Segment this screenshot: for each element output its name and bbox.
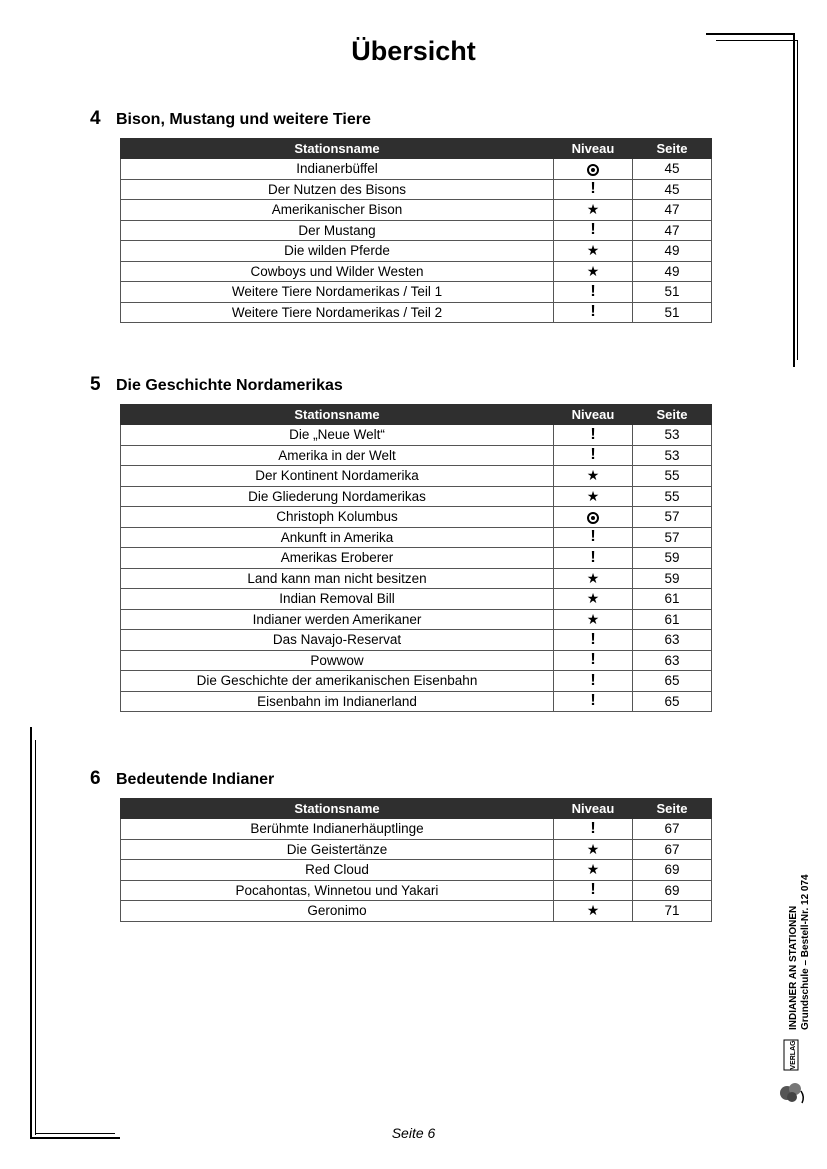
- station-level: [554, 425, 633, 446]
- station-name: Der Nutzen des Bisons: [121, 179, 554, 200]
- exclamation-icon: !: [590, 630, 596, 648]
- exclamation-icon: !: [590, 303, 596, 321]
- station-level: [554, 548, 633, 569]
- station-page: 45: [633, 159, 712, 180]
- page-footer: Seite 6: [391, 1125, 436, 1141]
- station-level: [554, 507, 633, 528]
- station-page: 49: [633, 241, 712, 262]
- station-page: 57: [633, 507, 712, 528]
- table-row: [121, 548, 712, 569]
- section-number: 6: [90, 768, 101, 789]
- table-row: [121, 901, 712, 922]
- station-name: Berühmte Indianerhäuptlinge: [121, 819, 554, 840]
- station-page: 63: [633, 630, 712, 651]
- star-icon: ★: [586, 902, 600, 919]
- section-heading: [90, 108, 371, 132]
- exclamation-icon: !: [590, 692, 596, 710]
- column-header-name: Stationsname: [121, 799, 554, 819]
- exclamation-icon: !: [590, 425, 596, 443]
- station-level: [554, 261, 633, 282]
- station-page: 71: [633, 901, 712, 922]
- star-icon: ★: [586, 467, 600, 484]
- column-header-level: Niveau: [554, 405, 633, 425]
- table-row: [121, 819, 712, 840]
- frame-line-right-inner: [797, 40, 798, 360]
- station-page: 67: [633, 819, 712, 840]
- station-name: Amerikanischer Bison: [121, 200, 554, 221]
- station-name: Amerika in der Welt: [121, 445, 554, 466]
- table-row: [121, 630, 712, 651]
- station-page: 69: [633, 880, 712, 901]
- station-level: [554, 486, 633, 507]
- table-row: [121, 282, 712, 303]
- station-page: 47: [633, 200, 712, 221]
- star-icon: ★: [586, 610, 600, 627]
- table-header-row: [121, 139, 712, 159]
- column-header-name: Stationsname: [121, 139, 554, 159]
- station-level: [554, 671, 633, 692]
- station-level: [554, 568, 633, 589]
- section-title: Die Geschichte Nordamerikas: [116, 377, 343, 394]
- section-number: 5: [90, 374, 101, 395]
- section-title: Bison, Mustang und weitere Tiere: [116, 111, 371, 128]
- station-name: Das Navajo-Reservat: [121, 630, 554, 651]
- star-icon: ★: [586, 487, 600, 504]
- station-name: Red Cloud: [121, 860, 554, 881]
- star-icon: ★: [586, 590, 600, 607]
- star-icon: ★: [586, 840, 600, 857]
- table-row: [121, 425, 712, 446]
- table-row: [121, 220, 712, 241]
- side-imprint-order: Grundschule – Bestell-Nr. 12 074: [800, 874, 811, 1030]
- station-level: [554, 241, 633, 262]
- station-name: Amerikas Eroberer: [121, 548, 554, 569]
- table-row: [121, 860, 712, 881]
- station-level: [554, 819, 633, 840]
- exclamation-icon: !: [590, 221, 596, 239]
- station-level: [554, 860, 633, 881]
- station-name: Christoph Kolumbus: [121, 507, 554, 528]
- exclamation-icon: !: [590, 548, 596, 566]
- station-page: 45: [633, 179, 712, 200]
- station-name: Pocahontas, Winnetou und Yakari: [121, 880, 554, 901]
- station-level: [554, 839, 633, 860]
- table-header-row: [121, 405, 712, 425]
- station-level: [554, 589, 633, 610]
- table-row: [121, 466, 712, 487]
- station-name: Eisenbahn im Indianerland: [121, 691, 554, 712]
- station-page: 61: [633, 589, 712, 610]
- star-icon: ★: [586, 262, 600, 279]
- station-name: Powwow: [121, 650, 554, 671]
- frame-line-right: [793, 33, 795, 367]
- stations-table: [120, 138, 712, 323]
- station-level: [554, 880, 633, 901]
- table-row: [121, 200, 712, 221]
- station-level: [554, 527, 633, 548]
- publisher-logo: [775, 1035, 809, 1105]
- station-level: [554, 179, 633, 200]
- station-level: [554, 302, 633, 323]
- section-heading: [90, 374, 343, 398]
- side-imprint-title: INDIANER AN STATIONEN: [788, 905, 799, 1030]
- table-row: [121, 609, 712, 630]
- station-page: 51: [633, 302, 712, 323]
- station-page: 49: [633, 261, 712, 282]
- station-page: 55: [633, 466, 712, 487]
- star-icon: ★: [586, 201, 600, 218]
- exclamation-icon: !: [590, 651, 596, 669]
- frame-line-left: [30, 727, 32, 1139]
- station-level: [554, 609, 633, 630]
- station-name: Ankunft in Amerika: [121, 527, 554, 548]
- station-name: Weitere Tiere Nordamerikas / Teil 2: [121, 302, 554, 323]
- station-name: Weitere Tiere Nordamerikas / Teil 1: [121, 282, 554, 303]
- frame-line-left-inner: [35, 740, 36, 1135]
- station-page: 53: [633, 425, 712, 446]
- table-row: [121, 527, 712, 548]
- station-page: 61: [633, 609, 712, 630]
- station-page: 59: [633, 548, 712, 569]
- station-page: 65: [633, 671, 712, 692]
- table-row: [121, 839, 712, 860]
- station-level: [554, 650, 633, 671]
- station-page: 53: [633, 445, 712, 466]
- column-header-name: Stationsname: [121, 405, 554, 425]
- station-page: 47: [633, 220, 712, 241]
- table-row: [121, 261, 712, 282]
- table-row: [121, 302, 712, 323]
- station-level: [554, 901, 633, 922]
- station-page: 55: [633, 486, 712, 507]
- station-name: Indianer werden Amerikaner: [121, 609, 554, 630]
- exclamation-icon: !: [590, 282, 596, 300]
- station-level: [554, 445, 633, 466]
- stations-table: [120, 798, 712, 922]
- star-icon: ★: [586, 242, 600, 259]
- table-row: [121, 589, 712, 610]
- exclamation-icon: !: [590, 881, 596, 899]
- section-title: Bedeutende Indianer: [116, 771, 275, 788]
- table-row: [121, 179, 712, 200]
- station-level: [554, 220, 633, 241]
- station-level: [554, 466, 633, 487]
- station-page: 63: [633, 650, 712, 671]
- station-page: 51: [633, 282, 712, 303]
- table-row: [121, 880, 712, 901]
- station-page: 57: [633, 527, 712, 548]
- side-imprint: [788, 874, 812, 1030]
- stations-table: [120, 404, 712, 712]
- table-row: [121, 159, 712, 180]
- station-name: Die Geschichte der amerikanischen Eisenbahn: [121, 671, 554, 692]
- station-name: Indianerbüffel: [121, 159, 554, 180]
- column-header-page: Seite: [633, 799, 712, 819]
- table-row: [121, 241, 712, 262]
- table-row: [121, 486, 712, 507]
- station-page: 59: [633, 568, 712, 589]
- station-name: Der Kontinent Nordamerika: [121, 466, 554, 487]
- page-title: Übersicht: [351, 36, 476, 66]
- logo-text: VERLAG: [790, 1040, 797, 1070]
- station-name: Der Mustang: [121, 220, 554, 241]
- section-heading: [90, 768, 274, 792]
- station-name: Geronimo: [121, 901, 554, 922]
- station-name: Indian Removal Bill: [121, 589, 554, 610]
- station-page: 69: [633, 860, 712, 881]
- column-header-page: Seite: [633, 405, 712, 425]
- star-icon: ★: [586, 861, 600, 878]
- station-name: Die „Neue Welt“: [121, 425, 554, 446]
- station-level: [554, 282, 633, 303]
- exclamation-icon: !: [590, 819, 596, 837]
- table-row: [121, 445, 712, 466]
- station-name: Die Geistertänze: [121, 839, 554, 860]
- target-icon: [587, 164, 599, 176]
- exclamation-icon: !: [590, 446, 596, 464]
- exclamation-icon: !: [590, 180, 596, 198]
- column-header-level: Niveau: [554, 799, 633, 819]
- station-level: [554, 159, 633, 180]
- station-level: [554, 630, 633, 651]
- station-page: 65: [633, 691, 712, 712]
- star-icon: ★: [586, 569, 600, 586]
- table-header-row: [121, 799, 712, 819]
- table-row: [121, 671, 712, 692]
- station-level: [554, 200, 633, 221]
- station-level: [554, 691, 633, 712]
- station-name: Land kann man nicht besitzen: [121, 568, 554, 589]
- station-name: Die Gliederung Nordamerikas: [121, 486, 554, 507]
- table-row: [121, 507, 712, 528]
- table-row: [121, 650, 712, 671]
- station-name: Cowboys und Wilder Westen: [121, 261, 554, 282]
- section-number: 4: [90, 108, 101, 129]
- station-page: 67: [633, 839, 712, 860]
- exclamation-icon: !: [590, 671, 596, 689]
- target-icon: [587, 512, 599, 524]
- station-name: Die wilden Pferde: [121, 241, 554, 262]
- exclamation-icon: !: [590, 528, 596, 546]
- column-header-page: Seite: [633, 139, 712, 159]
- column-header-level: Niveau: [554, 139, 633, 159]
- table-row: [121, 568, 712, 589]
- table-row: [121, 691, 712, 712]
